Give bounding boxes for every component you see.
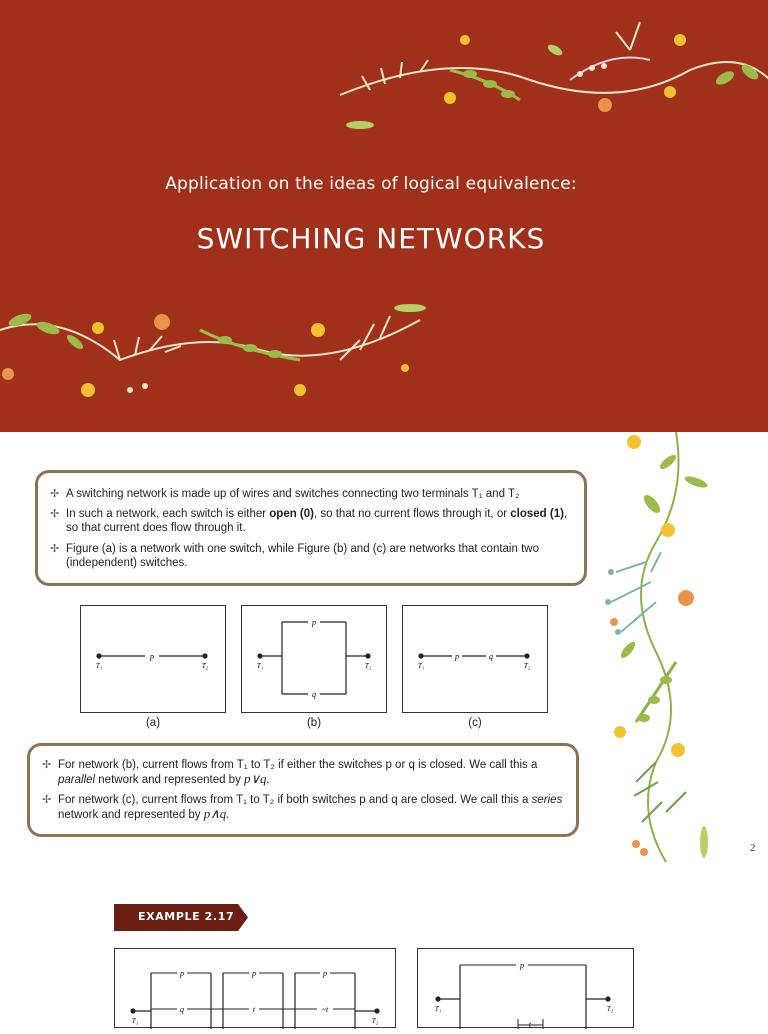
- switch-p-label: p: [520, 961, 524, 970]
- figure-b: [241, 605, 387, 713]
- page-number: 2: [750, 842, 756, 854]
- banner-subtitle: Application on the ideas of logical equivalence:: [165, 174, 577, 194]
- switch-q-label: q: [180, 1005, 184, 1014]
- figure-a: [80, 605, 226, 713]
- figure-c: [402, 605, 548, 713]
- intro-bullet-3: [50, 542, 576, 570]
- terminal-t2-label: T₂: [364, 662, 372, 670]
- switch-t-label: t: [528, 1020, 532, 1029]
- terminal-t2-label: T₂: [606, 1005, 614, 1013]
- bullet-mark: ✢: [50, 488, 60, 500]
- bullet-mark: ✢: [50, 508, 60, 520]
- bullet-text: Figure (a) is a network with one switch, while Figure (b) and (c) are networks that contain two (independent) switches.: [66, 543, 539, 569]
- terminal-t2-label: T₂: [523, 662, 531, 670]
- network-types-box: [27, 743, 579, 837]
- switch-p-label: p: [180, 969, 184, 978]
- series-term: series: [531, 794, 563, 806]
- parallel-formula: p∨q.: [244, 771, 270, 786]
- switch-q-label: q: [312, 690, 316, 699]
- intro-bullet-1: [50, 487, 576, 501]
- bullet-text: For network (b), current flows from T₁ to T₂ if either the switches p or q is closed. We call this a: [58, 759, 538, 771]
- bullet-text: , so that current does flow through it.: [66, 508, 568, 534]
- terminal-t2-label: T₂: [201, 662, 209, 670]
- switch-p-label: p: [312, 618, 316, 627]
- floral-vine-bottom-decoration: [0, 290, 440, 420]
- bullet-text: network and represented by: [95, 774, 245, 786]
- series-formula: p∧q.: [203, 806, 230, 821]
- figure-b-caption: (b): [306, 717, 322, 729]
- example-figure-1: [114, 948, 396, 1028]
- bullet-mark: ✢: [42, 759, 52, 771]
- switch-q-label: q: [489, 652, 493, 661]
- bullet-text: network and represented by: [58, 809, 204, 821]
- switch-p-label: p: [455, 652, 459, 661]
- banner-title: SWITCHING NETWORKS: [196, 222, 546, 255]
- terminal-t2-label: T₂: [371, 1017, 379, 1025]
- bullet-text: A switching network is made up of wires and switches connecting two terminals T₁ and T₂: [66, 488, 520, 500]
- intro-definition-box: [35, 470, 587, 586]
- intro-bullet-2: [50, 507, 576, 535]
- open-term: open (0): [269, 508, 314, 520]
- series-bullet: [42, 793, 568, 822]
- closed-term: closed (1): [510, 508, 564, 520]
- figure-c-caption: (c): [468, 717, 482, 729]
- example-figure-2: [417, 948, 634, 1028]
- bullet-text: For network (c), current flows from T₁ to T₂ if both switches p and q are closed. We call this a: [58, 794, 532, 806]
- terminal-t1-label: T₁: [95, 662, 103, 670]
- parallel-term: parallel: [58, 774, 96, 786]
- terminal-t1-label: T₁: [131, 1017, 139, 1025]
- terminal-t1-label: T₁: [417, 662, 425, 670]
- floral-vine-top-decoration: [330, 10, 768, 150]
- figure-a-caption: (a): [145, 717, 161, 729]
- parallel-bullet: [42, 758, 568, 787]
- title-banner: [0, 0, 768, 432]
- switch-t-label: t: [252, 1005, 256, 1014]
- example-label: EXAMPLE 2.17: [138, 910, 235, 923]
- bullet-mark: ✢: [50, 543, 60, 555]
- bullet-text: , so that no current flows through it, or: [314, 508, 511, 520]
- floral-vine-side-decoration: [596, 432, 716, 872]
- terminal-t1-label: T₁: [256, 662, 264, 670]
- switch-not-t-label: ~t: [321, 1005, 329, 1014]
- bullet-mark: ✢: [42, 794, 52, 806]
- switch-p-label: p: [150, 652, 154, 661]
- switch-p-label: p: [323, 969, 327, 978]
- bullet-text: In such a network, each switch is either: [66, 508, 270, 520]
- switch-p-label: p: [252, 969, 256, 978]
- terminal-t1-label: T₁: [434, 1005, 442, 1013]
